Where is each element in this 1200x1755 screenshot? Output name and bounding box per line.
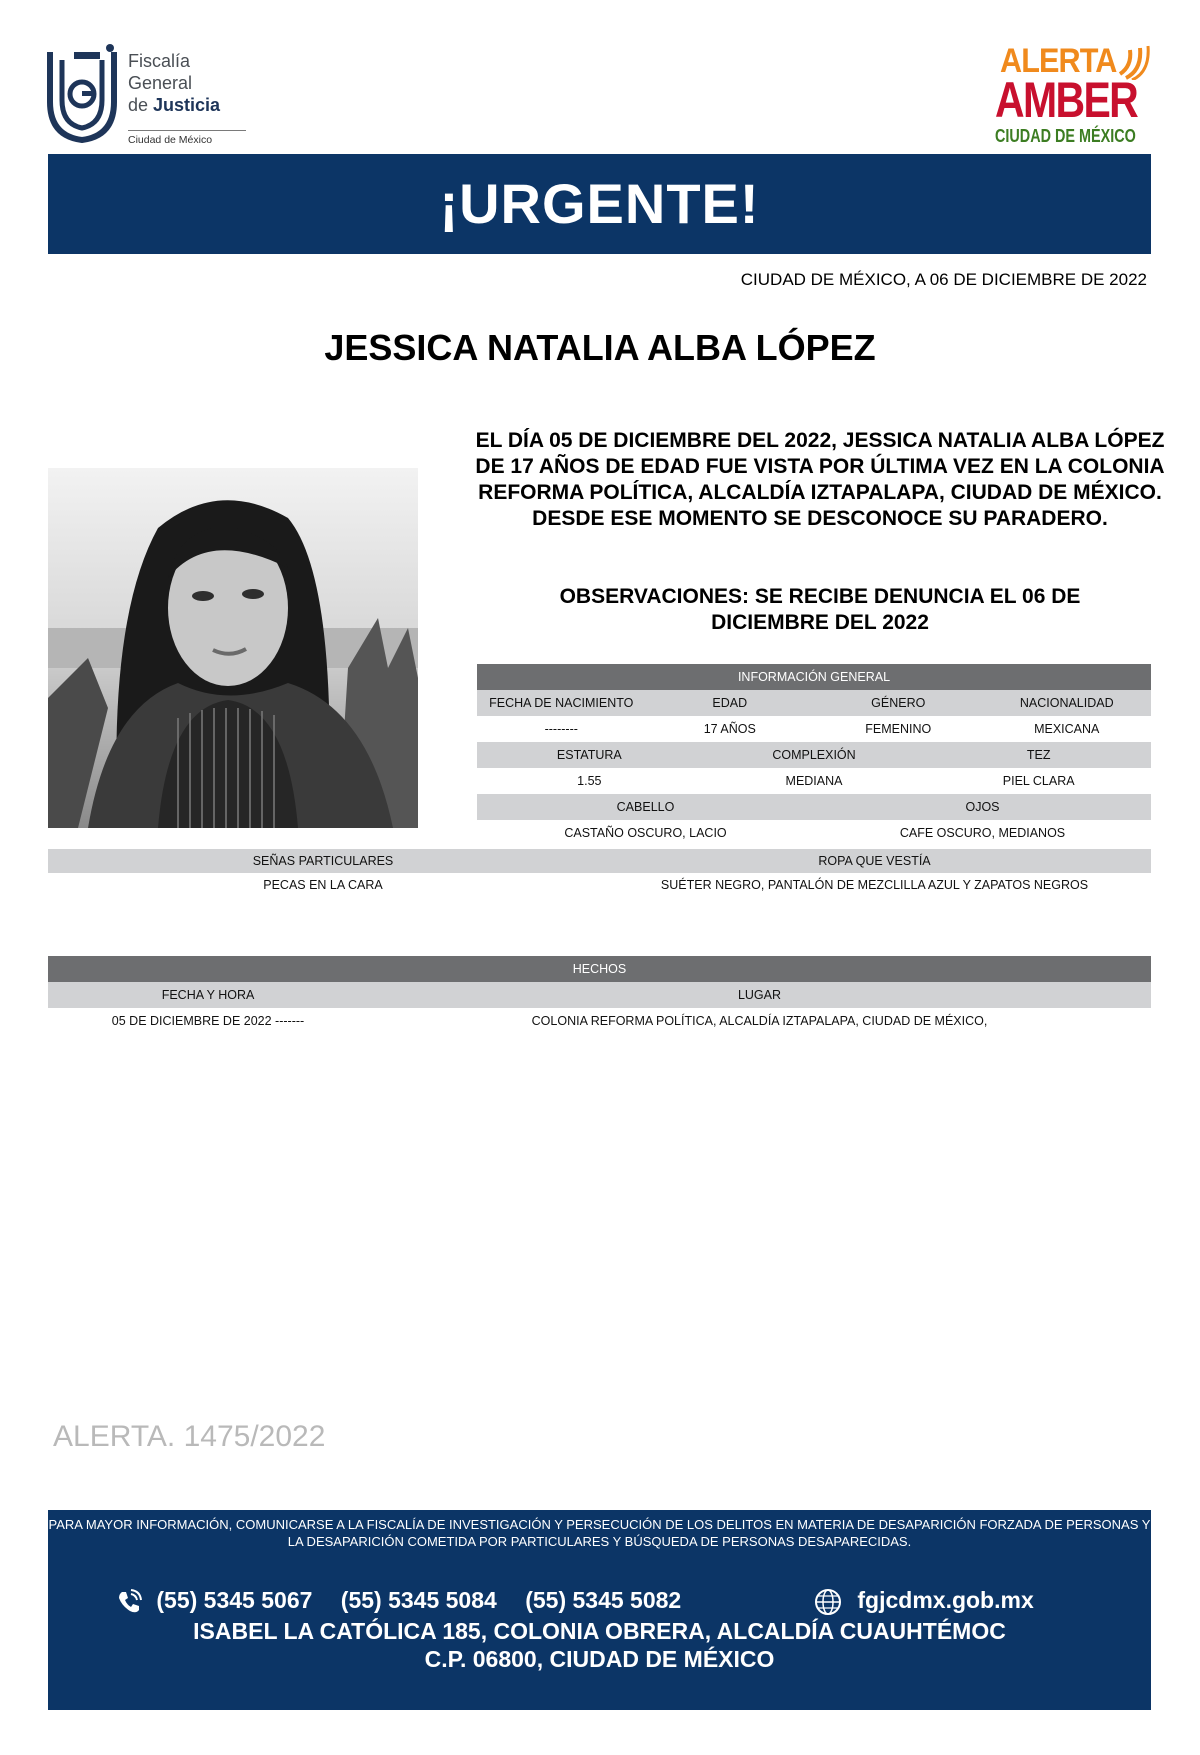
value-cell: COLONIA REFORMA POLÍTICA, ALCALDÍA IZTAPALAPA, CIUDAD DE MÉXICO,: [531, 1014, 988, 1028]
header-cell: FECHA DE NACIMIENTO: [489, 696, 634, 710]
value-cell: PECAS EN LA CARA: [263, 878, 383, 892]
header-cell: ROPA QUE VESTÍA: [818, 854, 931, 868]
alert-number: ALERTA. 1475/2022: [53, 1420, 326, 1453]
website-link[interactable]: fgjcdmx.gob.mx: [857, 1587, 1034, 1614]
header-cell: NACIONALIDAD: [1019, 696, 1114, 710]
fgj-logo-line1: Fiscalía: [128, 51, 191, 71]
value-cell: CASTAÑO OSCURO, LACIO: [564, 826, 727, 840]
header-cell: OJOS: [965, 800, 1000, 814]
fgj-emblem-icon: [46, 44, 118, 144]
amber-logo-line3: CIUDAD DE MÉXICO: [995, 126, 1136, 146]
table-row: [477, 716, 1151, 742]
date-line: CIUDAD DE MÉXICO, A 06 DE DICIEMBRE DE 2022: [740, 270, 1147, 289]
footer-info: PARA MAYOR INFORMACIÓN, COMUNICARSE A LA FISCALÍA DE INVESTIGACIÓN Y PERSECUCIÓN DE LOS DELITOS EN MATERIA DE DESAPARICIÓN FORZADA DE PERSONAS Y LA DESAPARICIÓN COMETIDA POR PARTICULARES Y BÚSQUEDA DE PERSONAS DESAPARECIDAS.: [48, 1517, 1151, 1549]
info-general-table: [477, 664, 1151, 846]
phone-number[interactable]: (55) 5345 5084: [340, 1587, 497, 1613]
observations-text: OBSERVACIONES: SE RECIBE DENUNCIA EL 06 DE DICIEMBRE DEL 2022: [559, 585, 1081, 634]
value-cell: CAFE OSCURO, MEDIANOS: [899, 826, 1066, 840]
person-photo: [48, 468, 418, 828]
phone-number[interactable]: (55) 5345 5067: [156, 1587, 313, 1613]
table-row: [477, 768, 1151, 794]
phone-list: [116, 1587, 703, 1615]
address-line1: ISABEL LA CATÓLICA 185, COLONIA OBRERA, ALCALDÍA CUAUHTÉMOC: [193, 1618, 1006, 1644]
urgent-banner: ¡URGENTE!: [48, 154, 1151, 254]
value-cell: 17 AÑOS: [703, 722, 756, 736]
header-cell: EDAD: [712, 696, 748, 710]
hechos-table: [48, 956, 1151, 1034]
value-cell: MEXICANA: [1034, 722, 1100, 736]
description-text: EL DÍA 05 DE DICIEMBRE DEL 2022, JESSICA NATALIA ALBA LÓPEZ DE 17 AÑOS DE EDAD FUE VISTA POR ÚLTIMA VEZ EN LA COLONIA REFORMA POLÍTICA, ALCALDÍA IZTAPALAPA, CIUDAD DE MÉXICO. DESDE ESE MOMENTO SE DESCONOCE SU PARADERO.: [475, 429, 1165, 530]
table-row: [48, 849, 1151, 873]
info-general-title: INFORMACIÓN GENERAL: [477, 664, 1151, 690]
header-cell: FECHA Y HORA: [161, 988, 255, 1002]
table-row: [477, 820, 1151, 846]
address-line2: C.P. 06800, CIUDAD DE MÉXICO: [424, 1646, 775, 1672]
value-cell: SUÉTER NEGRO, PANTALÓN DE MEZCLILLA AZUL Y ZAPATOS NEGROS: [660, 878, 1089, 892]
amber-logo-line1: ALERTA: [1000, 42, 1117, 80]
header-cell: LUGAR: [737, 988, 782, 1002]
value-cell: 05 DE DICIEMBRE DE 2022 -------: [111, 1014, 305, 1028]
fgj-logo: [46, 42, 246, 147]
table-row: [48, 873, 1151, 897]
table-row: [477, 690, 1151, 716]
fgj-logo-sub: Ciudad de México: [128, 130, 246, 146]
value-cell: --------: [544, 722, 578, 736]
value-cell: PIEL CLARA: [1002, 774, 1075, 788]
header-cell: ESTATURA: [556, 748, 622, 762]
table-row: [48, 982, 1151, 1008]
phone-number[interactable]: (55) 5345 5082: [525, 1587, 682, 1613]
senas-table: [48, 849, 1151, 897]
value-cell: MEDIANA: [785, 774, 843, 788]
table-row: [477, 742, 1151, 768]
table-row: [48, 1008, 1151, 1034]
value-cell: FEMENINO: [865, 722, 932, 736]
header-cell: COMPLEXIÓN: [772, 748, 856, 762]
footer: [48, 1510, 1151, 1710]
header-cell: CABELLO: [616, 800, 675, 814]
value-cell: 1.55: [577, 774, 602, 788]
header-cell: TEZ: [1026, 748, 1051, 762]
person-name: JESSICA NATALIA ALBA LÓPEZ: [324, 327, 876, 368]
header-cell: GÉNERO: [871, 696, 926, 710]
amber-alert-logo: [995, 42, 1155, 150]
amber-logo-line2: AMBER: [995, 72, 1138, 128]
fgj-logo-line3-pre: de: [128, 95, 154, 115]
globe-icon: [813, 1587, 843, 1617]
hechos-title: HECHOS: [48, 956, 1151, 982]
fgj-logo-line2: General: [128, 73, 193, 93]
fgj-logo-line3-bold: Justicia: [153, 95, 221, 115]
header-cell: SEÑAS PARTICULARES: [252, 854, 394, 868]
table-row: [477, 794, 1151, 820]
phone-icon: [116, 1589, 142, 1615]
